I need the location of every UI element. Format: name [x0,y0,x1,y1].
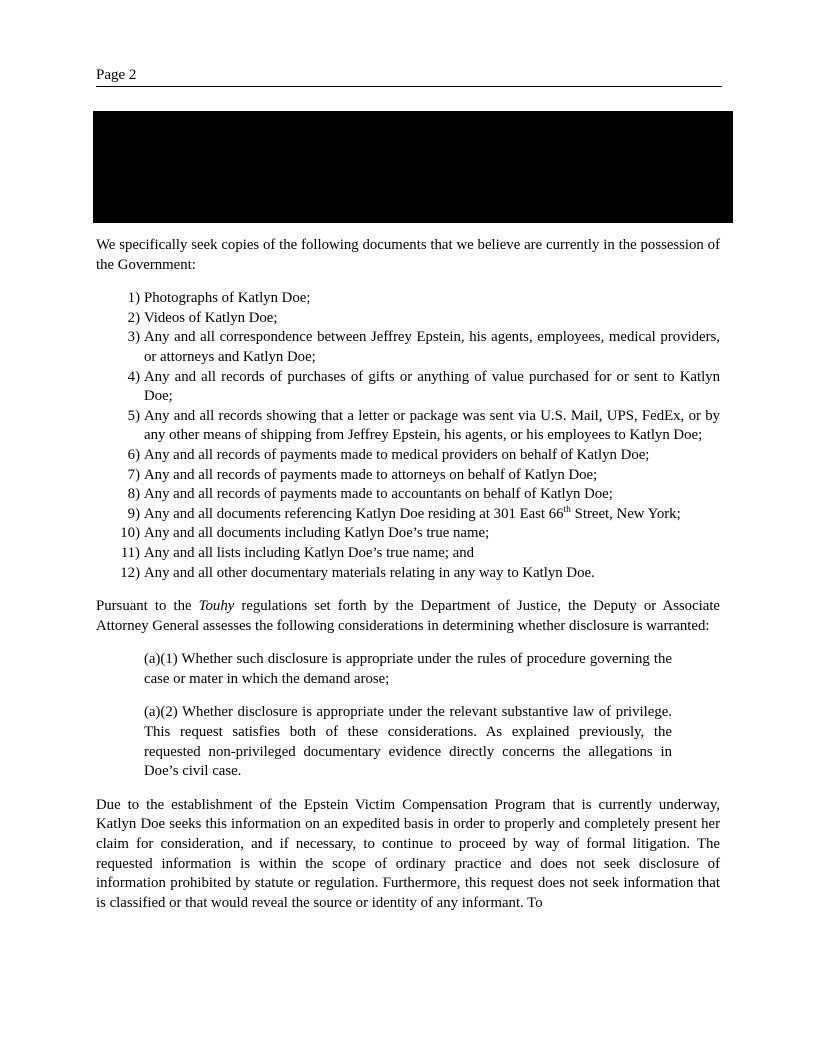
list-item-text: Any and all other documentary materials relating in any way to Katlyn Doe. [144,564,595,581]
list-item-text: Any and all documents including Katlyn Doe’s true name; [144,525,490,542]
list-item-number: 8) [127,486,140,503]
list-item-number: 5) [127,407,140,424]
requests-list [96,289,720,583]
page-number: Page 2 [96,67,137,83]
list-item-number: 11) [120,544,140,561]
list-item-text: Any and all lists including Katlyn Doe’s true name; and [144,544,474,561]
list-item-number: 9) [127,505,140,522]
list-item-text: Any and all records showing that a letter or package was sent via U.S. Mail, UPS, FedEx, or by any other means of shipping from Jeffrey Epstein, his agents, or his employees to Katlyn Doe; [144,407,720,444]
redaction-block [93,111,733,223]
intro-paragraph: We specifically seek copies of the following documents that we believe are currently in the possession of the Government: [96,237,720,273]
touhy-text-end: regulations set forth by the Department of Justice, the Deputy or Associate Attorney General assesses the following considerations in determining whether disclosure is warranted: [96,598,720,634]
list-item [96,466,720,486]
list-item [96,368,720,407]
quote-a1: (a)(1) Whether such disclosure is appropriate under the rules of procedure governing the case or mater in which the demand arose; [144,651,672,687]
list-item-text-end: Street, New York; [570,505,681,522]
list-item-number: 12) [120,564,140,581]
touhy-text-start: Pursuant to the [96,598,199,615]
list-item-number: 1) [127,290,140,307]
list-item-number: 3) [127,329,140,346]
touhy-italic: Touhy [198,598,235,615]
list-item-number: 4) [127,368,140,385]
list-item-text: Any and all records of payments made to accountants on behalf of Katlyn Doe; [144,486,613,503]
list-item [96,446,720,466]
list-item-number: 2) [127,309,140,326]
list-item-number: 10) [120,525,140,542]
list-item-text: Any and all records of purchases of gifts or anything of value purchased for or sent to Katlyn Doe; [144,368,720,405]
list-item [96,309,720,329]
list-item-text: Any and all records of payments made to medical providers on behalf of Katlyn Doe; [144,446,650,463]
ordinal-superscript: th [563,504,571,515]
list-item-number: 6) [127,446,140,463]
document-body [96,236,720,913]
list-item [96,328,720,367]
list-item-text: Videos of Katlyn Doe; [144,309,278,326]
quote-a2: (a)(2) Whether disclosure is appropriate under the relevant substantive law of privilege. This request satisfies both of these considerations. As explained previously, the requested non-privileged documentary evidence directly concerns the allegations in Doe’s civil case. [144,704,672,780]
header-rule [96,86,722,87]
list-item-text: Any and all records of payments made to attorneys on behalf of Katlyn Doe; [144,466,598,483]
list-item [96,524,720,544]
list-item [96,289,720,309]
list-item [96,407,720,446]
touhy-paragraph [96,597,720,636]
list-item-number: 7) [127,466,140,483]
list-item-text: Any and all documents referencing Katlyn Doe residing at 301 East 66 [144,505,564,522]
list-item-text: Any and all correspondence between Jeffrey Epstein, his agents, employees, medical providers, or attorneys and Katlyn Doe; [144,329,720,365]
list-item [96,544,720,564]
list-item [96,564,720,584]
list-item-text: Photographs of Katlyn Doe; [144,290,311,307]
list-item [96,505,720,525]
closing-paragraph: Due to the establishment of the Epstein Victim Compensation Program that is currently underway, Katlyn Doe seeks this information on an expedited basis in order to properly and completely present her claim for consideration, and if necessary, to continue to proceed by way of formal litigation. The requested information is within the scope of ordinary practice and does not seek disclosure of information prohibited by statute or regulation. Furthermore, this request does not seek information that is classified or that would reveal the source or identity of any informant. To [96,796,720,911]
list-item [96,485,720,505]
